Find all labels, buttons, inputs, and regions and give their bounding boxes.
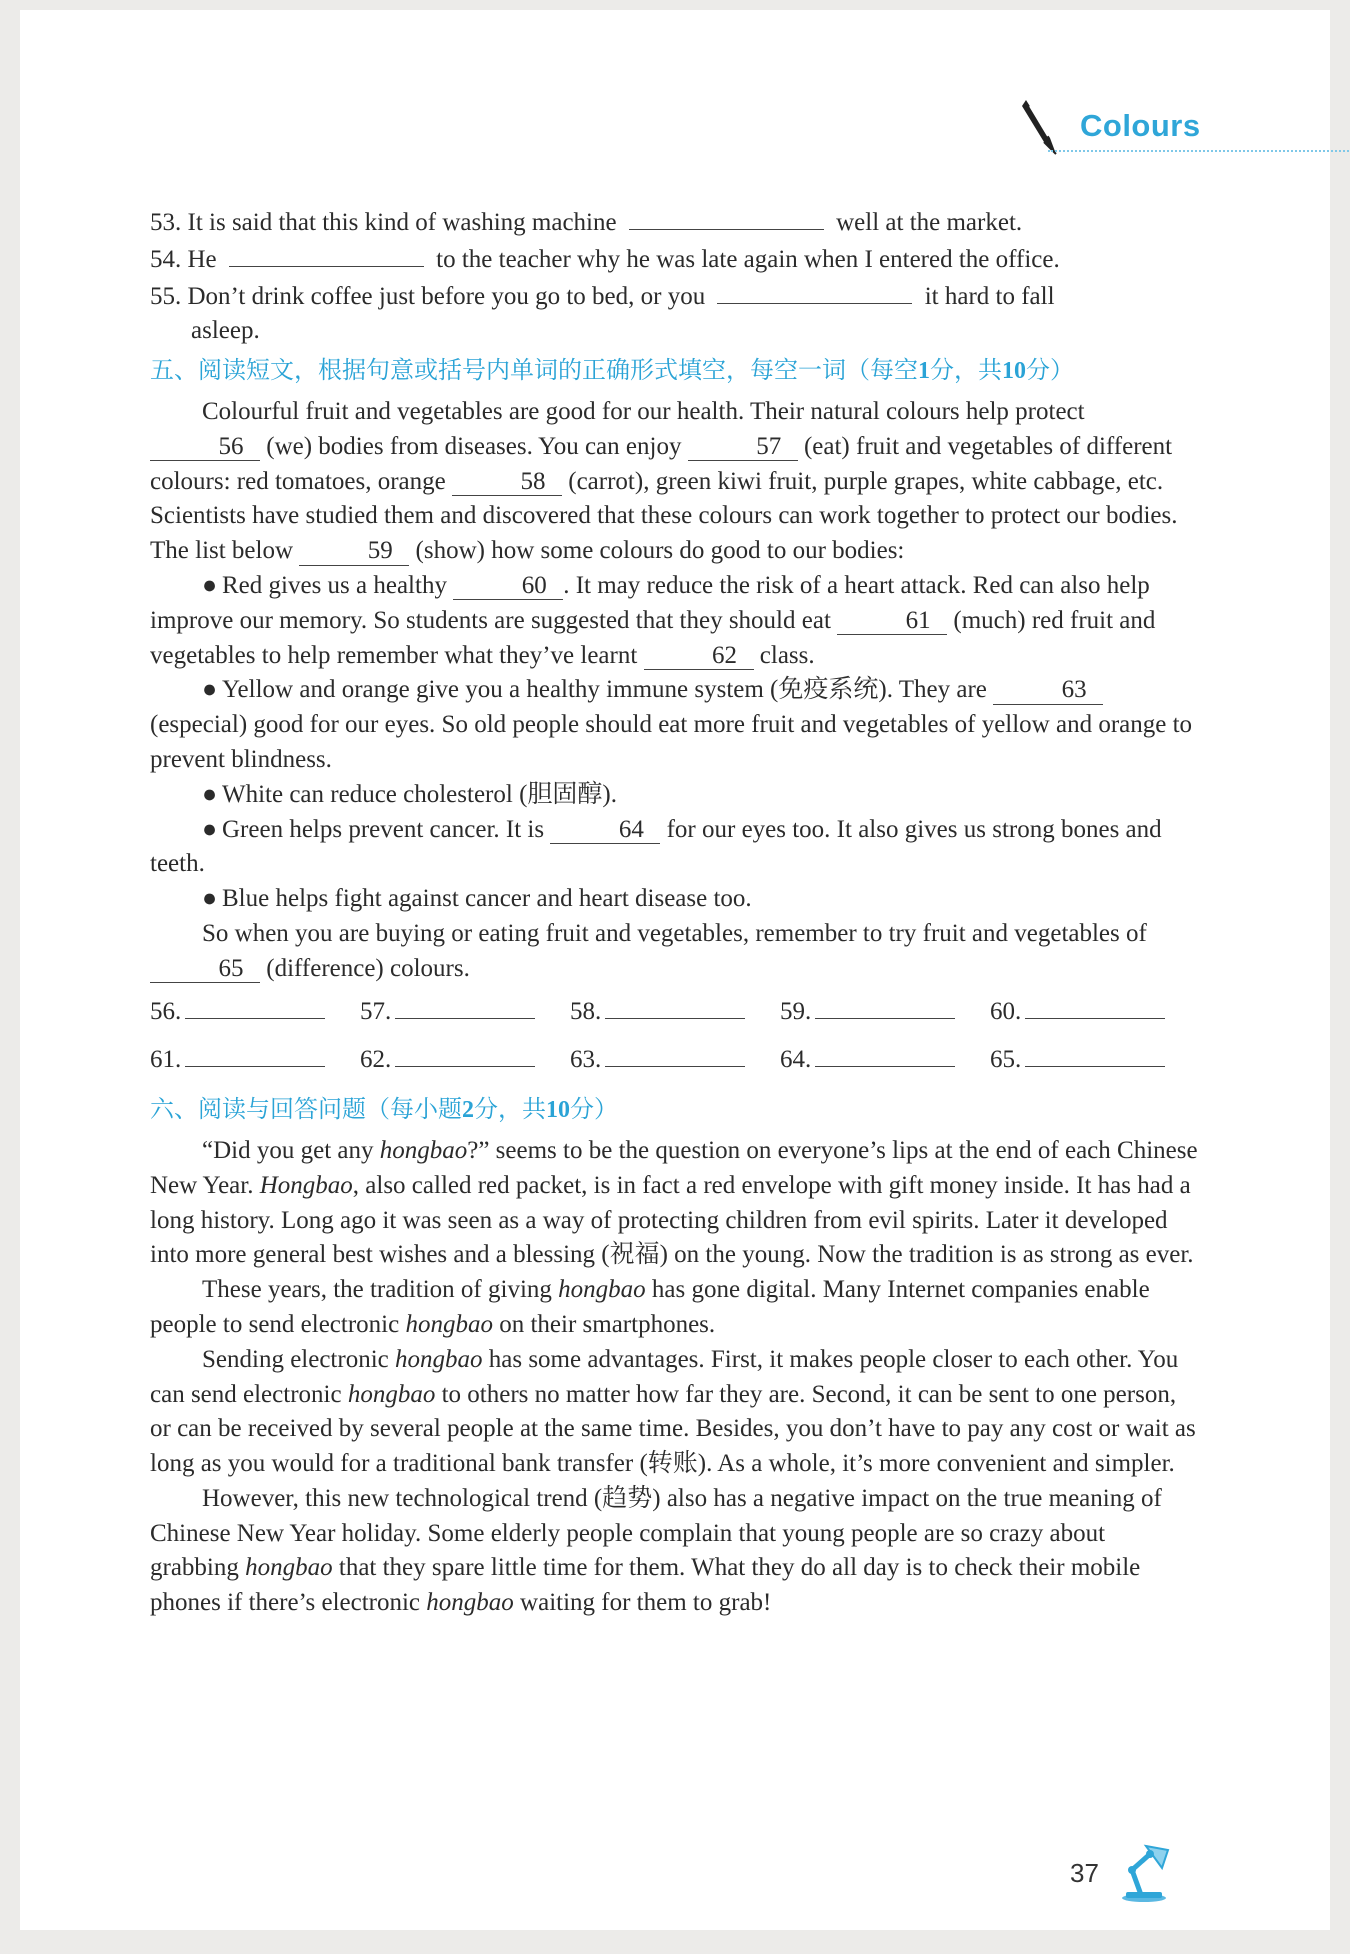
blank-57[interactable]: 57 — [688, 433, 798, 462]
page-content — [150, 204, 1200, 1621]
bullet-green: ● Green helps prevent cancer. It is 64 for our eyes too. It also gives us strong bones and teeth. — [150, 813, 1200, 883]
answer-blank-55[interactable] — [717, 278, 912, 304]
answer-slot-61[interactable]: 61. — [150, 1041, 360, 1078]
bullet-icon: ● — [202, 571, 218, 599]
answer-grid — [150, 993, 1200, 1079]
reading-paragraph-1: “Did you get any hongbao?” seems to be the question on everyone’s lips at the end of each Chinese New Year. Hongbao, also called red packet, is in fact a red envelope with gift money inside. It has had a long history. Long ago it was seen as a way of protecting children from evil spirits. Later it developed into more general best wishes and a blessing (祝福) on the young. Now the tradition is as strong as ever. — [150, 1136, 1198, 1269]
desk-lamp-icon — [1110, 1840, 1180, 1904]
blank-64[interactable]: 64 — [550, 816, 660, 845]
blank-63[interactable]: 63 — [993, 676, 1103, 705]
answer-slot-62[interactable]: 62. — [360, 1041, 570, 1078]
header-rule — [1048, 150, 1350, 152]
page-header — [1020, 98, 1350, 158]
answer-slot-58[interactable]: 58. — [570, 993, 780, 1030]
bullet-icon: ● — [202, 780, 218, 808]
reading-paragraph-3: Sending electronic hongbao has some advantages. First, it makes people closer to each other. You can send electronic hongbao to others no matter how far they are. Second, it can be sent to one person, or can be received by several people at the same time. Besides, you don’t have to pay any cost or wait as long as you would for a traditional bank transfer (转账). As a whole, it’s more convenient and simpler. — [150, 1345, 1196, 1478]
answer-blank-53[interactable] — [629, 204, 824, 230]
question-55: 55. Don’t drink coffee just before you go to bed, or you it hard to fall asleep. — [150, 278, 1200, 350]
blank-62[interactable]: 62 — [644, 642, 754, 671]
answer-blank-54[interactable] — [229, 241, 424, 267]
bullet-icon: ● — [202, 885, 218, 913]
blank-59[interactable]: 59 — [299, 537, 409, 566]
blank-60[interactable]: 60 — [453, 572, 563, 601]
answer-slot-59[interactable]: 59. — [780, 993, 990, 1030]
passage-paragraph: Colourful fruit and vegetables are good for our health. Their natural colours help protect 56 (we) bodies from diseases. You can enjoy 57 (eat) fruit and vegetables of different colours: red tomatoes, orange 58 (carrot), green kiwi fruit, purple grapes, white cabbage, etc. Scientists have studied them and discovered that these colours can work together to protect our bodies. The list below 59 (show) how some colours do good to our bodies: — [150, 397, 1178, 565]
bullet-icon: ● — [202, 815, 218, 843]
blank-65[interactable]: 65 — [150, 955, 260, 984]
bullet-icon: ● — [202, 676, 218, 704]
answer-slot-63[interactable]: 63. — [570, 1041, 780, 1078]
unit-title: Colours — [1080, 108, 1201, 143]
page-footer — [1070, 1840, 1210, 1910]
answer-slot-57[interactable]: 57. — [360, 993, 570, 1030]
bullet-white: ● White can reduce cholesterol (胆固醇). — [150, 778, 1200, 813]
blank-61[interactable]: 61 — [837, 607, 947, 636]
answer-slot-65[interactable]: 65. — [990, 1041, 1200, 1078]
question-54: 54. He to the teacher why he was late again when I entered the office. — [150, 241, 1200, 278]
question-53: 53. It is said that this kind of washing machine well at the market. — [150, 204, 1200, 241]
bullet-yellow: ● Yellow and orange give you a healthy immune system (免疫系统). They are 63 (especial) good for our eyes. So old people should eat more fruit and vegetables of yellow and orange to prevent blindness. — [150, 673, 1200, 777]
page-number: 37 — [1070, 1858, 1099, 1888]
pen-nib-icon — [1020, 98, 1070, 158]
bullet-blue: ● Blue helps fight against cancer and heart disease too. — [150, 882, 1200, 917]
reading-paragraph-2: These years, the tradition of giving hongbao has gone digital. Many Internet companies enable people to send electronic hongbao on their smartphones. — [150, 1276, 1150, 1338]
section-5-heading: 五、阅读短文，根据句意或括号内单词的正确形式填空，每空一词（每空1分，共10分） — [150, 356, 1074, 385]
passage-paragraph-last: So when you are buying or eating fruit and vegetables, remember to try fruit and vegetables of 65 (difference) colours. — [150, 917, 1200, 987]
answer-slot-60[interactable]: 60. — [990, 993, 1200, 1030]
reading-paragraph-4: However, this new technological trend (趋势) also has a negative impact on the true meaning of Chinese New Year holiday. Some elderly people complain that young people are so crazy about grabbing hongbao that they spare little time for them. What they do all day is to check their mobile phones if there’s electronic hongbao waiting for them to grab! — [150, 1484, 1162, 1617]
blank-56[interactable]: 56 — [150, 433, 260, 462]
blank-58[interactable]: 58 — [452, 468, 562, 497]
section-6-heading: 六、阅读与回答问题（每小题2分，共10分） — [150, 1095, 618, 1124]
answer-slot-64[interactable]: 64. — [780, 1041, 990, 1078]
textbook-page — [20, 10, 1330, 1930]
bullet-red: ● Red gives us a healthy 60 . It may reduce the risk of a heart attack. Red can also help improve our memory. So students are suggested that they should eat 61 (much) red fruit and vegetables to help remember what they’ve learnt 62 class. — [150, 569, 1200, 673]
answer-slot-56[interactable]: 56. — [150, 993, 360, 1030]
